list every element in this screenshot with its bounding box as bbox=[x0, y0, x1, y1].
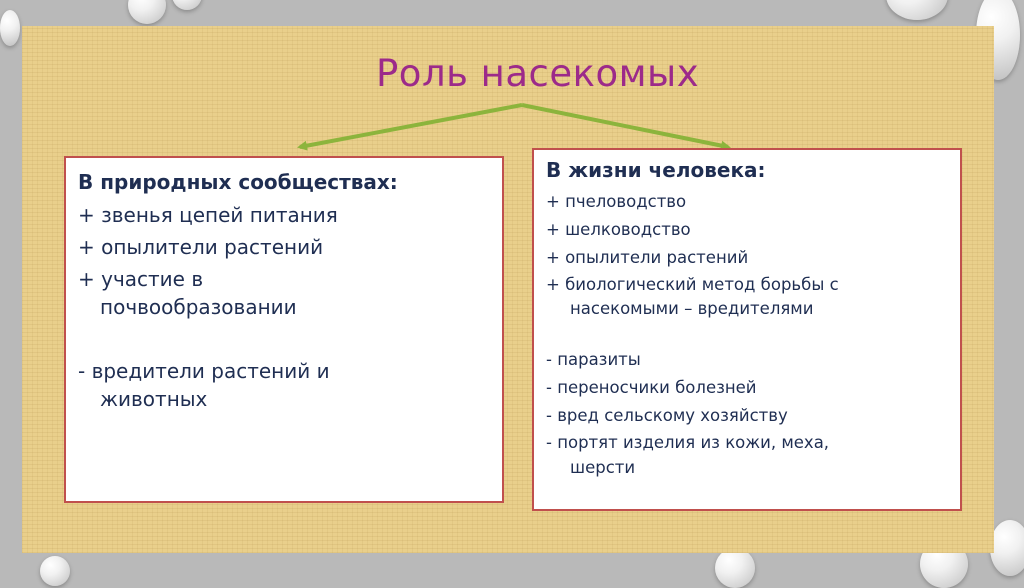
natural-communities-box bbox=[64, 156, 504, 503]
natural-communities-heading: В природных сообществах: bbox=[78, 170, 398, 194]
list-item: + опылители растений bbox=[78, 235, 324, 259]
list-item: - портят изделия из кожи, меха, bbox=[546, 433, 830, 452]
arrow-right bbox=[522, 105, 728, 147]
list-item: - вред сельскому хозяйству bbox=[546, 406, 788, 425]
slide-title: Роль насекомых bbox=[376, 52, 700, 95]
list-item: + звенья цепей питания bbox=[78, 203, 338, 227]
human-life-heading: В жизни человека: bbox=[546, 158, 766, 182]
list-item: животных bbox=[100, 387, 208, 411]
list-item: + участие в bbox=[78, 267, 204, 291]
list-item: + шелководство bbox=[546, 220, 691, 239]
human-life-box bbox=[532, 148, 962, 511]
list-item: + опылители растений bbox=[546, 248, 749, 267]
list-item: + биологический метод борьбы с bbox=[546, 275, 839, 294]
list-item: - переносчики болезней bbox=[546, 378, 757, 397]
list-item: - вредители растений и bbox=[78, 359, 330, 383]
list-item: почвообразовании bbox=[100, 295, 297, 319]
arrow-left bbox=[300, 105, 522, 147]
list-item: шерсти bbox=[570, 458, 636, 477]
list-item: насекомыми – вредителями bbox=[570, 299, 814, 318]
list-item: - паразиты bbox=[546, 350, 641, 369]
list-item: + пчеловодство bbox=[546, 192, 687, 211]
